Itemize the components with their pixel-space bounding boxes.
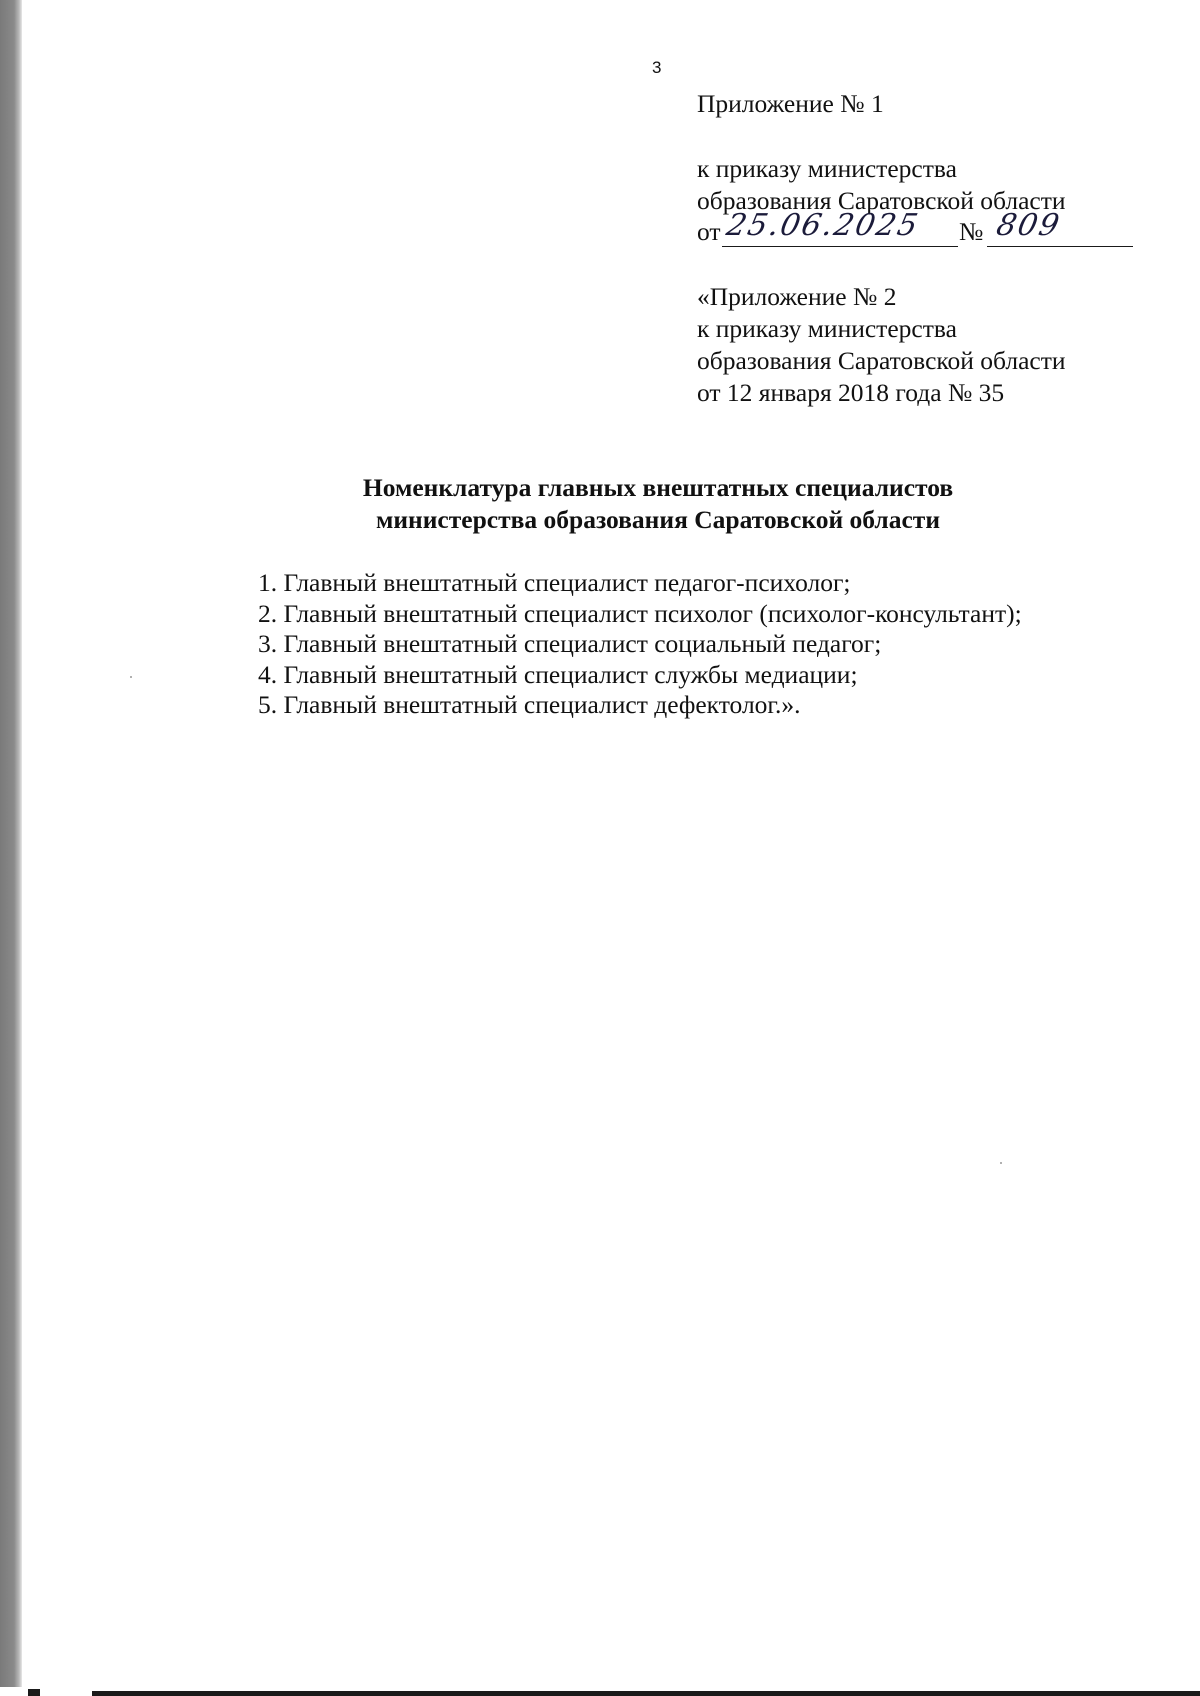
number-underline <box>987 246 1133 247</box>
appendix-line: образования Саратовской области <box>697 186 1066 215</box>
scan-speck <box>130 676 132 678</box>
order-date-number-row <box>697 208 1133 250</box>
amended-appendix-reference <box>697 281 1066 409</box>
scan-bar <box>92 1691 1200 1696</box>
appendix-title: Приложение № 1 <box>697 89 884 118</box>
document-title <box>0 472 1200 536</box>
scan-speck <box>1000 1162 1002 1164</box>
document-title-line: министерства образования Саратовской области <box>375 505 941 534</box>
list-item: 2. Главный внештатный специалист психолог (психолог-консультант); <box>258 598 1022 628</box>
scan-edge-bottom <box>0 1687 1200 1696</box>
date-underline <box>722 246 958 247</box>
page-number: 3 <box>652 58 662 77</box>
number-prefix: № <box>959 217 984 246</box>
list-item: 3. Главный внештатный специалист социальный педагог; <box>258 629 882 658</box>
document-title-line: Номенклатура главных внештатных специалистов <box>362 473 954 502</box>
date-prefix: от <box>697 217 721 246</box>
amended-line: от 12 января 2018 года № 35 <box>697 378 1005 407</box>
scan-mark <box>28 1689 40 1696</box>
appendix-line: к приказу министерства <box>697 154 957 183</box>
specialists-list <box>258 568 1022 721</box>
amended-line: образования Саратовской области <box>697 346 1066 375</box>
scan-shadow-left <box>0 0 22 1696</box>
list-item: 1. Главный внештатный специалист педагог-психолог; <box>258 568 851 597</box>
handwritten-date: 25.06.2025 <box>723 208 923 243</box>
amended-line: «Приложение № 2 <box>697 282 897 311</box>
list-item: 5. Главный внештатный специалист дефектолог.». <box>258 690 801 719</box>
amended-line: к приказу министерства <box>697 314 957 343</box>
handwritten-number: 809 <box>993 208 1065 243</box>
list-item: 4. Главный внештатный специалист службы медиации; <box>258 659 858 689</box>
